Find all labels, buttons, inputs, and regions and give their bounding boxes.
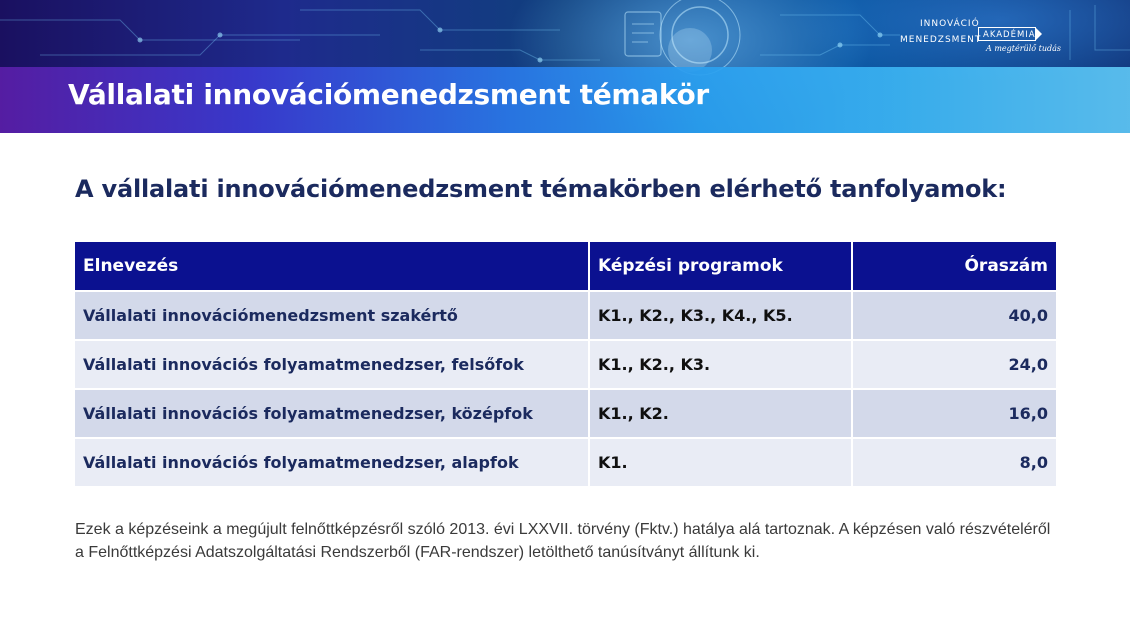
table-row: [75, 438, 1056, 486]
table-row: [75, 340, 1056, 389]
logo-badge: AKADÉMIA: [978, 27, 1036, 41]
course-name-cell: Vállalati innovációs folyamatmenedzser, felsőfok: [75, 340, 589, 389]
legal-footnote: Ezek a képzéseink a megújult felnőttképzésről szóló 2013. évi LXXVII. törvény (Fktv.) hatálya alá tartoznak. A képzésen való részvételéről a Felnőttképzési Adatszolgáltatási Rendszerből (FAR-rendszer) letölthető tanúsítványt állítunk ki.: [75, 521, 1051, 561]
header-banner: [0, 0, 1130, 133]
course-name-cell: Vállalati innovációmenedzsment szakértő: [75, 291, 589, 340]
table-row: [75, 389, 1056, 438]
section-subtitle: A vállalati innovációmenedzsment témakörben elérhető tanfolyamok:: [75, 175, 1007, 203]
table-row: [75, 291, 1056, 340]
column-header-programs: Képzési programok: [589, 242, 852, 291]
course-hours-cell: 40,0: [852, 291, 1056, 340]
course-hours-cell: 8,0: [852, 438, 1056, 486]
table-header-row: [75, 242, 1056, 291]
course-hours-cell: 16,0: [852, 389, 1056, 438]
course-programs-cell: K1., K2.: [589, 389, 852, 438]
course-programs-cell: K1., K2., K3., K4., K5.: [589, 291, 852, 340]
courses-table: [75, 242, 1056, 486]
column-header-name: Elnevezés: [75, 242, 589, 291]
logo-line-1: INNOVÁCIÓ: [920, 19, 980, 29]
logo-line-2: MENEDZSMENT: [900, 35, 982, 45]
column-header-hours: Óraszám: [852, 242, 1056, 291]
company-logo: [898, 19, 1068, 59]
course-programs-cell: K1.: [589, 438, 852, 486]
course-name-cell: Vállalati innovációs folyamatmenedzser, középfok: [75, 389, 589, 438]
page-title: Vállalati innovációmenedzsment témakör: [68, 78, 709, 111]
course-programs-cell: K1., K2., K3.: [589, 340, 852, 389]
course-name-cell: Vállalati innovációs folyamatmenedzser, alapfok: [75, 438, 589, 486]
logo-tagline: A megtérülő tudás: [986, 44, 1061, 53]
course-hours-cell: 24,0: [852, 340, 1056, 389]
